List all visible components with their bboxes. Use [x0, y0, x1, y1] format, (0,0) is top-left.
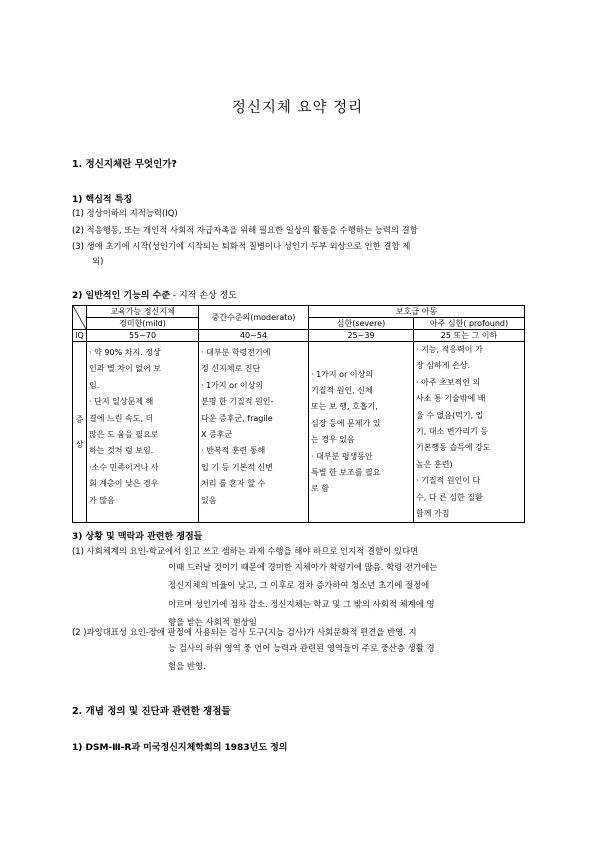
header-mild: 경미한(mild)	[87, 318, 199, 330]
mild-line: · 단지 일상문제 해	[89, 397, 154, 407]
mild-line: 하는 것처 럼 보임.	[89, 446, 154, 456]
symptom-label-2: 상	[75, 440, 84, 450]
table-corner-cell	[73, 306, 87, 330]
profound-line: · 아주 초보적인 의	[416, 377, 481, 387]
issue-item-2-line: 험을 반영.	[168, 661, 206, 672]
severe-line: 는 경우 있음	[311, 435, 355, 445]
symptoms-profound-text	[416, 342, 522, 522]
mild-line: 가 많음	[89, 495, 115, 505]
severe-line: 기질적 원인, 신체	[311, 386, 373, 396]
severe-line: · 대부분 평생동안	[311, 451, 373, 461]
profound-line: · 기질적 원인이 다	[416, 476, 481, 486]
feature-item-3: (3) 생애 초기에 시작(성인기에 시작되는 퇴화적 질병이나 성인기 두부 외상으로 인한 결함 제	[72, 241, 411, 251]
subsection-3-heading: 3) 상황 및 맥락과 관련한 쟁점들	[72, 532, 203, 542]
subsection-2-heading-main: 2) 일반적인 기능의 수준	[72, 291, 171, 301]
iq-mild: 55~70	[87, 330, 199, 342]
symptom-label	[73, 342, 87, 523]
section-2-heading: 2. 개념 정의 및 진단과 관련한 쟁점들	[72, 706, 231, 717]
profound-line: 사소 통 기술밖에 배	[416, 394, 486, 404]
moderate-line: X 증후군	[201, 430, 233, 440]
iq-moderate: 40~54	[199, 330, 309, 342]
feature-item-3-continued: 외)	[92, 256, 104, 266]
iq-severe: 25~39	[309, 330, 414, 342]
profound-line: 울 수 없음(먹기, 입	[416, 410, 484, 420]
mild-line: 많은 도 움을 필요로	[89, 430, 159, 440]
moderate-line: 분명 한 기질적 원인-	[201, 397, 274, 407]
symptoms-mild-text	[89, 342, 196, 509]
moderate-line: · 대부분 학령전기에	[201, 348, 271, 357]
severe-line: 심장 등에 문제가 있	[311, 418, 381, 428]
feature-item-2: (2) 적응행동, 또는 개인적 사회적 자급자족을 위해 필요한 일상의 활동을 수행하는 능력의 결함	[72, 225, 418, 235]
subsection-2-heading	[72, 288, 237, 301]
mild-line: 인과 별 차이 없어 보	[89, 364, 161, 374]
subsection-2-heading-note: - 지적 손상 정도	[170, 291, 237, 301]
moderate-line: 입 기 등 기본적 신변	[201, 462, 273, 472]
issue-item-1: (1) 사회체계의 요인-학교에서 읽고 쓰고 셈하는 과제 수행을 해야 하므로 인지적 결함이 있다면	[72, 546, 419, 556]
severe-line: 특별 한 보조를 필요	[311, 468, 381, 478]
header-severe: 심한(severe)	[309, 318, 414, 330]
issue-item-2-continued	[168, 639, 435, 676]
moderate-line: 다운 증후군, fragile	[201, 413, 273, 423]
profound-line: · 지능, 적응력이 가	[416, 345, 483, 354]
header-custodial: 보호급 아동	[309, 306, 525, 318]
symptoms-profound	[414, 342, 525, 523]
profound-line: 높은 훈련)	[416, 459, 453, 469]
profound-line: 기본행동 습득에 강도	[416, 443, 491, 453]
mild-line: · 약 90% 차지. 정상	[89, 348, 161, 357]
function-level-table	[72, 305, 525, 523]
section-2-subheading: 1) DSM-Ⅲ-R과 미국정신지체학회의 1983년도 정의	[72, 743, 288, 753]
header-profound: 아주 심한( profound)	[414, 318, 525, 330]
profound-line: 함께 가짐	[416, 509, 450, 519]
header-moderate: 중간수준의(moderato)	[199, 306, 309, 330]
profound-line: 수, 다 른 심한 질환	[416, 492, 483, 502]
feature-item-1: (1) 정상이하의 지적능력(IQ)	[72, 208, 178, 218]
issue-item-1-continued	[168, 558, 437, 631]
severe-line: · 1가지 or 이상의	[311, 369, 374, 379]
header-educable: 교육가능 정신지체	[87, 306, 199, 318]
issue-item-1-line: 이르며 성인기에 점차 감소. 정신지체는 학교 및 그 밖의 사회적 체계에 영	[168, 598, 435, 609]
symptoms-moderate	[199, 342, 309, 523]
symptoms-severe	[309, 342, 414, 523]
symptoms-severe-text	[311, 367, 411, 498]
diagonal-line	[73, 306, 86, 329]
mild-line: 임.	[89, 380, 100, 390]
severe-line: 로 함	[311, 484, 329, 494]
issue-item-1-line: 정신지체의 비율이 낮고, 그 이후로 점차 증가하여 청소년 초기에 절정에	[168, 580, 430, 591]
moderate-line: · 반복적 훈련 통해	[201, 446, 266, 456]
profound-line: 기, 대소 변가리기 등	[416, 427, 488, 437]
symptoms-mild	[87, 342, 199, 523]
issue-item-1-line: 향을 받는 사회적 현상임	[168, 616, 257, 627]
symptoms-moderate-text	[201, 342, 306, 509]
moderate-line: 정 신지체로 진단	[201, 364, 261, 374]
iq-label: IQ	[73, 330, 87, 342]
mild-line: ·소수 민족이거나 사	[89, 462, 159, 472]
profound-line: 장 심하게 손상.	[416, 361, 470, 371]
mild-line: 회 계층이 낮은 경우	[89, 479, 159, 489]
symptom-label-1: 증	[75, 415, 84, 425]
issue-item-2-line: 능 검사의 하위 영역 중 언어 능력과 관련된 영역들이 주로 중산층 생활 경	[168, 643, 435, 653]
severe-line: 또는 보 행, 호흡기,	[311, 402, 378, 412]
iq-profound: 25 또는 그 이하	[414, 330, 525, 342]
page-title: 정신지체 요약 정리	[231, 100, 364, 116]
subsection-1-heading: 1) 핵심적 특징	[72, 195, 133, 205]
section-1-heading: 1. 정신지체란 무엇인가?	[72, 159, 177, 170]
issue-item-2: (2 )과잉대표성 요인-장애 판정에 사용되는 검사 도구(지능 검사)가 사회문화적 편견을 반영. 지	[72, 627, 417, 637]
issue-item-1-line: 이때 드러날 것이기 때문에 경미한 지체아가 학령기에 많음. 학령 전기에는	[168, 562, 438, 572]
moderate-line: 처리 를 혼자 할 수	[201, 479, 266, 489]
mild-line: 결에 느린 속도, 더	[89, 413, 154, 423]
moderate-line: · 1가지 or 이상의	[201, 380, 264, 390]
moderate-line: 있음	[201, 495, 217, 505]
